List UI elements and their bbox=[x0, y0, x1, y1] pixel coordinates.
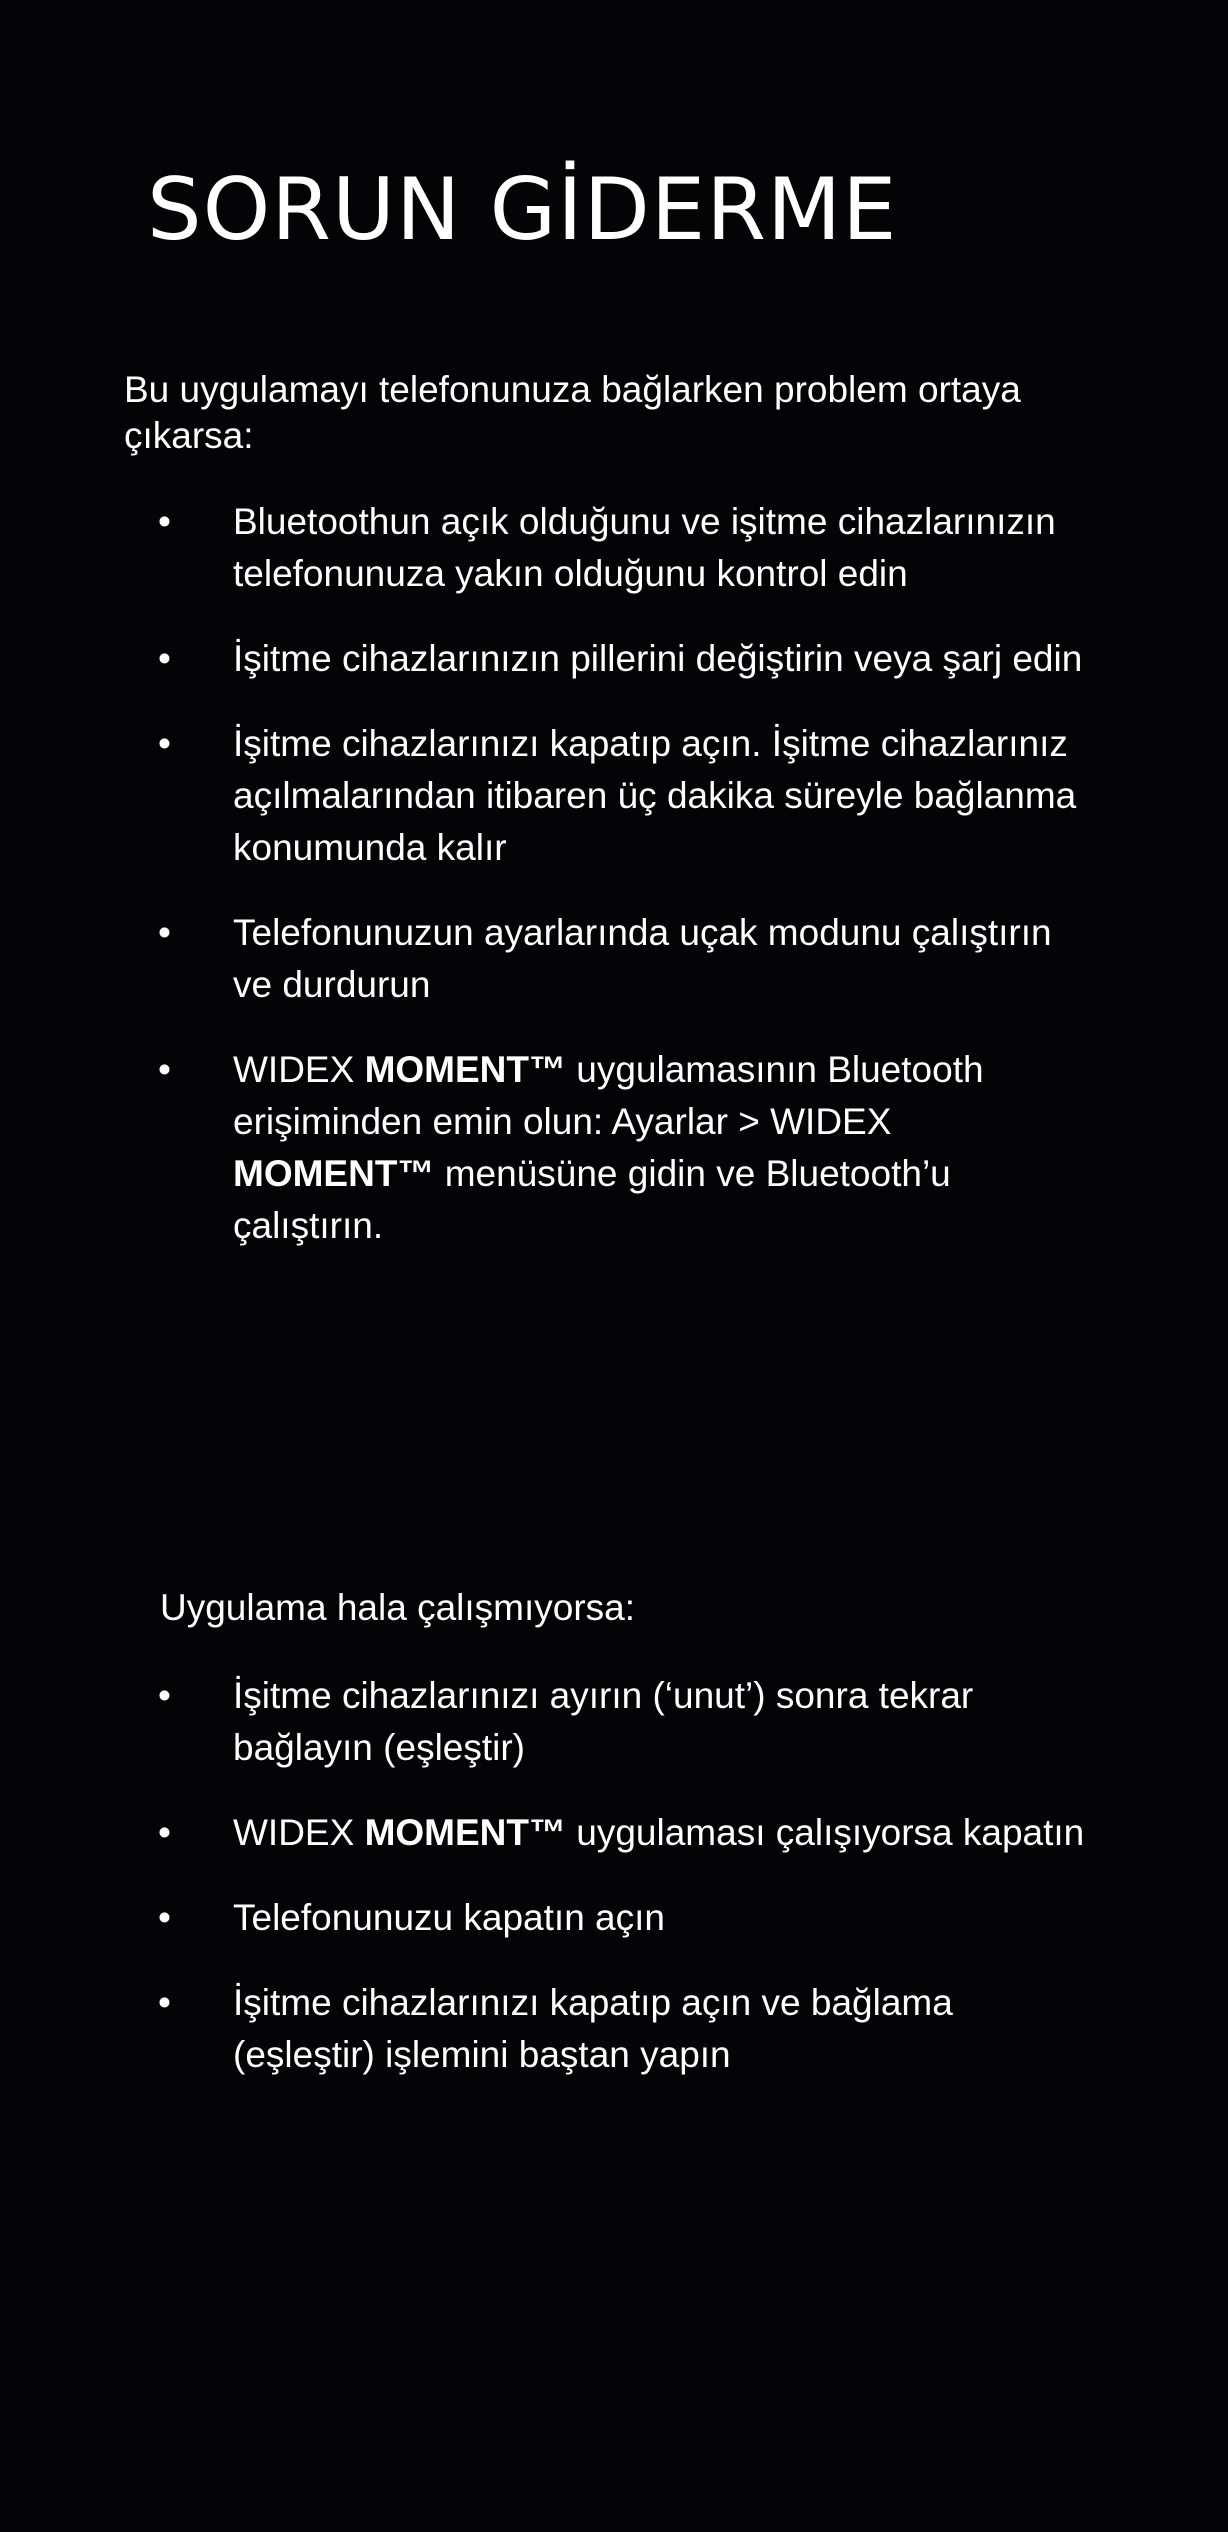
bullet-icon: • bbox=[158, 501, 171, 542]
second-intro-text: Uygulama hala çalışmıyorsa: bbox=[160, 1587, 636, 1628]
list-item bbox=[0, 1977, 1228, 2081]
brand-name: MOMENT™ bbox=[233, 1153, 435, 1194]
step-text: İşitme cihazlarınızı kapatıp açın ve bağlama (eşleştir) işlemini baştan yapın bbox=[233, 1982, 953, 2075]
bullet-icon: • bbox=[158, 1049, 171, 1090]
step-text: İşitme cihazlarınızı kapatıp açın. İşitme cihazlarınız açılmalarından itibaren üç dakika süreyle bağlanma konumunda kalır bbox=[233, 723, 1077, 868]
list-item bbox=[0, 1807, 1228, 1859]
step-text: İşitme cihazlarınızın pillerini değiştirin veya şarj edin bbox=[233, 638, 1083, 679]
step-text-part: WIDEX bbox=[233, 1049, 365, 1090]
brand-name: MOMENT™ bbox=[364, 1049, 566, 1090]
list-item bbox=[0, 1892, 1228, 1944]
bullet-icon: • bbox=[158, 1812, 171, 1853]
brand-name: MOMENT™ bbox=[364, 1812, 566, 1853]
step-text: Telefonunuzu kapatın açın bbox=[233, 1897, 665, 1938]
list-item bbox=[0, 907, 1228, 1011]
step-text-part: uygulaması çalışıyorsa kapatın bbox=[566, 1812, 1085, 1853]
bullet-icon: • bbox=[158, 723, 171, 764]
step-text: Telefonunuzun ayarlarında uçak modunu çalıştırın ve durdurun bbox=[233, 912, 1052, 1005]
list-item bbox=[0, 496, 1228, 600]
step-text: İşitme cihazlarınızı ayırın (‘unut’) sonra tekrar bağlayın (eşleştir) bbox=[233, 1675, 974, 1768]
list-item bbox=[0, 1670, 1228, 1774]
page-title: SORUN GİDERME bbox=[147, 160, 898, 260]
further-steps-list bbox=[0, 1670, 1228, 2114]
list-item bbox=[0, 633, 1228, 685]
step-text-part: uygulamasının Bluetooth erişiminden emin olun: Ayarlar > WIDEX bbox=[233, 1049, 984, 1142]
bullet-icon: • bbox=[158, 1897, 171, 1938]
bullet-icon: • bbox=[158, 638, 171, 679]
bullet-icon: • bbox=[158, 1982, 171, 2023]
bullet-icon: • bbox=[158, 912, 171, 953]
list-item bbox=[0, 718, 1228, 874]
step-text: Bluetoothun açık olduğunu ve işitme cihazlarınızın telefonunuza yakın olduğunu kontrol edin bbox=[233, 501, 1056, 594]
intro-text: Bu uygulamayı telefonunuza bağlarken problem ortaya çıkarsa: bbox=[124, 369, 1021, 456]
step-text-part: WIDEX bbox=[233, 1812, 365, 1853]
bullet-icon: • bbox=[158, 1675, 171, 1716]
troubleshooting-steps-list bbox=[0, 496, 1228, 1285]
list-item bbox=[0, 1044, 1228, 1252]
step-text-part: menüsüne gidin ve Bluetooth’u çalıştırın. bbox=[233, 1153, 951, 1246]
